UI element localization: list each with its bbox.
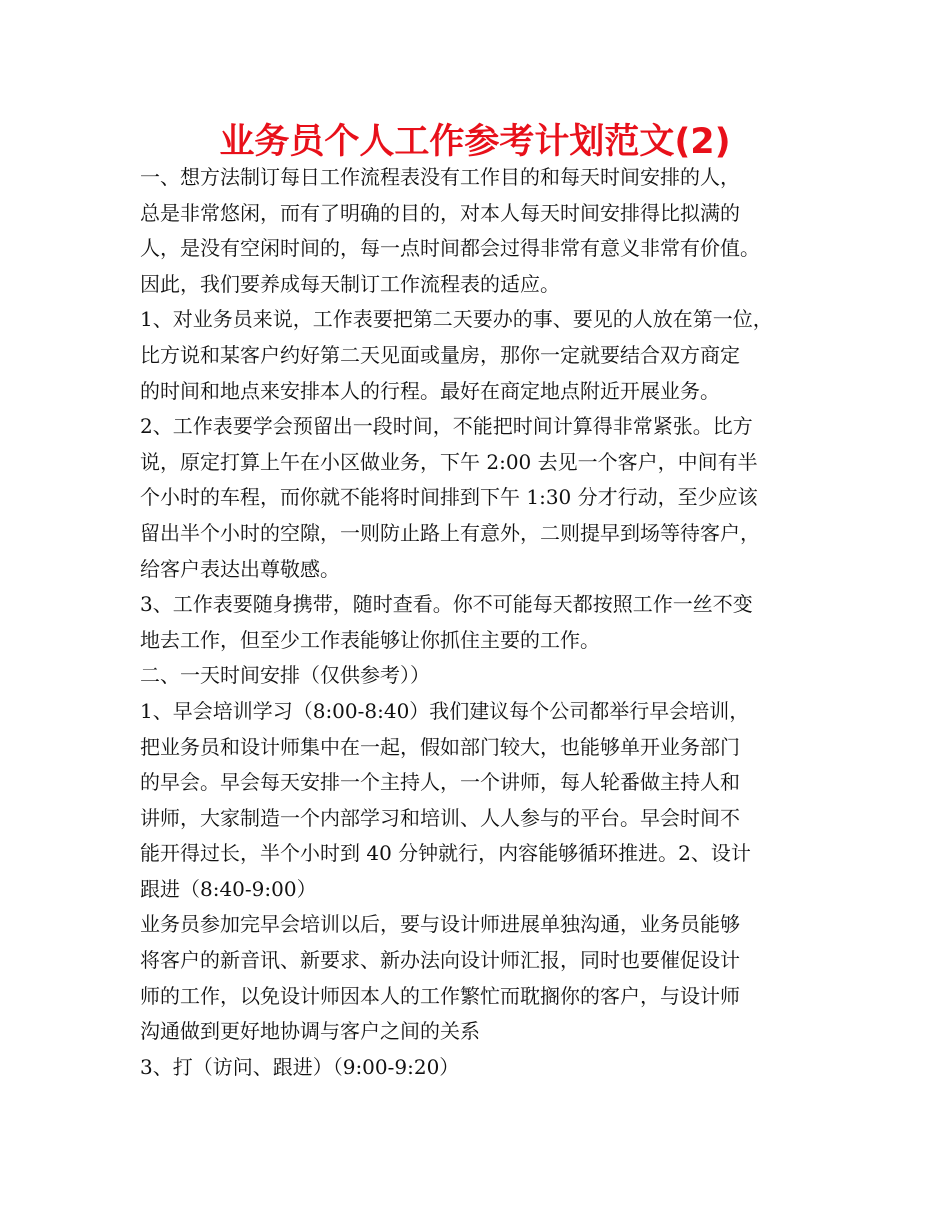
document-body xyxy=(140,160,830,1085)
body-line: 把业务员和设计师集中在一起，假如部门较大，也能够单开业务部门 xyxy=(140,734,740,759)
body-line: 3、工作表要随身携带，随时查看。你不可能每天都按照工作一丝不变 xyxy=(140,592,753,617)
document-title: 业务员个人工作参考计划范文(2) xyxy=(219,122,731,162)
body-line: 业务员参加完早会培训以后，要与设计师进展单独沟通，业务员能够 xyxy=(140,912,740,937)
body-line: 一、想方法制订每日工作流程表没有工作目的和每天时间安排的人， xyxy=(140,165,740,189)
body-line: 地去工作，但至少工作表能够让你抓住主要的工作。 xyxy=(140,627,600,652)
body-line: 讲师，大家制造一个内部学习和培训、人人参与的平台。早会时间不 xyxy=(140,805,740,830)
body-line: 二、一天时间安排（仅供参考）） xyxy=(140,663,430,688)
body-line: 师的工作，以免设计师因本人的工作繁忙而耽搁你的客户，与设计师 xyxy=(140,983,740,1008)
body-line: 能开得过长，半个小时到 40 分钟就行，内容能够循环推进。2、设计 xyxy=(140,841,751,866)
body-line: 1、对业务员来说，工作表要把第二天要办的事、要见的人放在第一位， xyxy=(140,307,773,332)
body-line: 3、打（访问、跟进）（9:00-9:20） xyxy=(140,1054,460,1079)
body-line: 2、工作表要学会预留出一段时间，不能把时间计算得非常紧张。比方 xyxy=(140,414,753,439)
body-line: 的早会。早会每天安排一个主持人，一个讲师，每人轮番做主持人和 xyxy=(140,770,740,795)
body-line: 将客户的新音讯、新要求、新办法向设计师汇报，同时也要催促设计 xyxy=(140,948,740,973)
body-line: 人，是没有空闲时间的，每一点时间都会过得非常有意义非常有价值。 xyxy=(140,236,760,261)
body-line: 比方说和某客户约好第二天见面或量房，那你一定就要结合双方商定 xyxy=(140,342,740,367)
body-line: 的时间和地点来安排本人的行程。最好在商定地点附近开展业务。 xyxy=(140,378,720,403)
body-line: 因此，我们要养成每天制订工作流程表的适应。 xyxy=(140,271,560,296)
body-line: 跟进（8:40-9:00） xyxy=(140,876,317,901)
body-line: 沟通做到更好地协调与客户之间的关系 xyxy=(140,1019,480,1044)
body-line: 1、早会培训学习（8:00-8:40）我们建议每个公司都举行早会培训， xyxy=(140,698,750,723)
body-line: 总是非常悠闲，而有了明确的目的，对本人每天时间安排得比拟满的 xyxy=(140,200,740,225)
body-line: 留出半个小时的空隙，一则防止路上有意外，二则提早到场等待客户， xyxy=(140,520,760,545)
body-line: 说，原定打算上午在小区做业务，下午 2:00 去见一个客户，中间有半 xyxy=(140,449,758,474)
body-line: 个小时的车程，而你就不能将时间排到下午 1:30 分才行动，至少应该 xyxy=(140,485,758,510)
body-line: 给客户表达出尊敬感。 xyxy=(140,556,340,581)
